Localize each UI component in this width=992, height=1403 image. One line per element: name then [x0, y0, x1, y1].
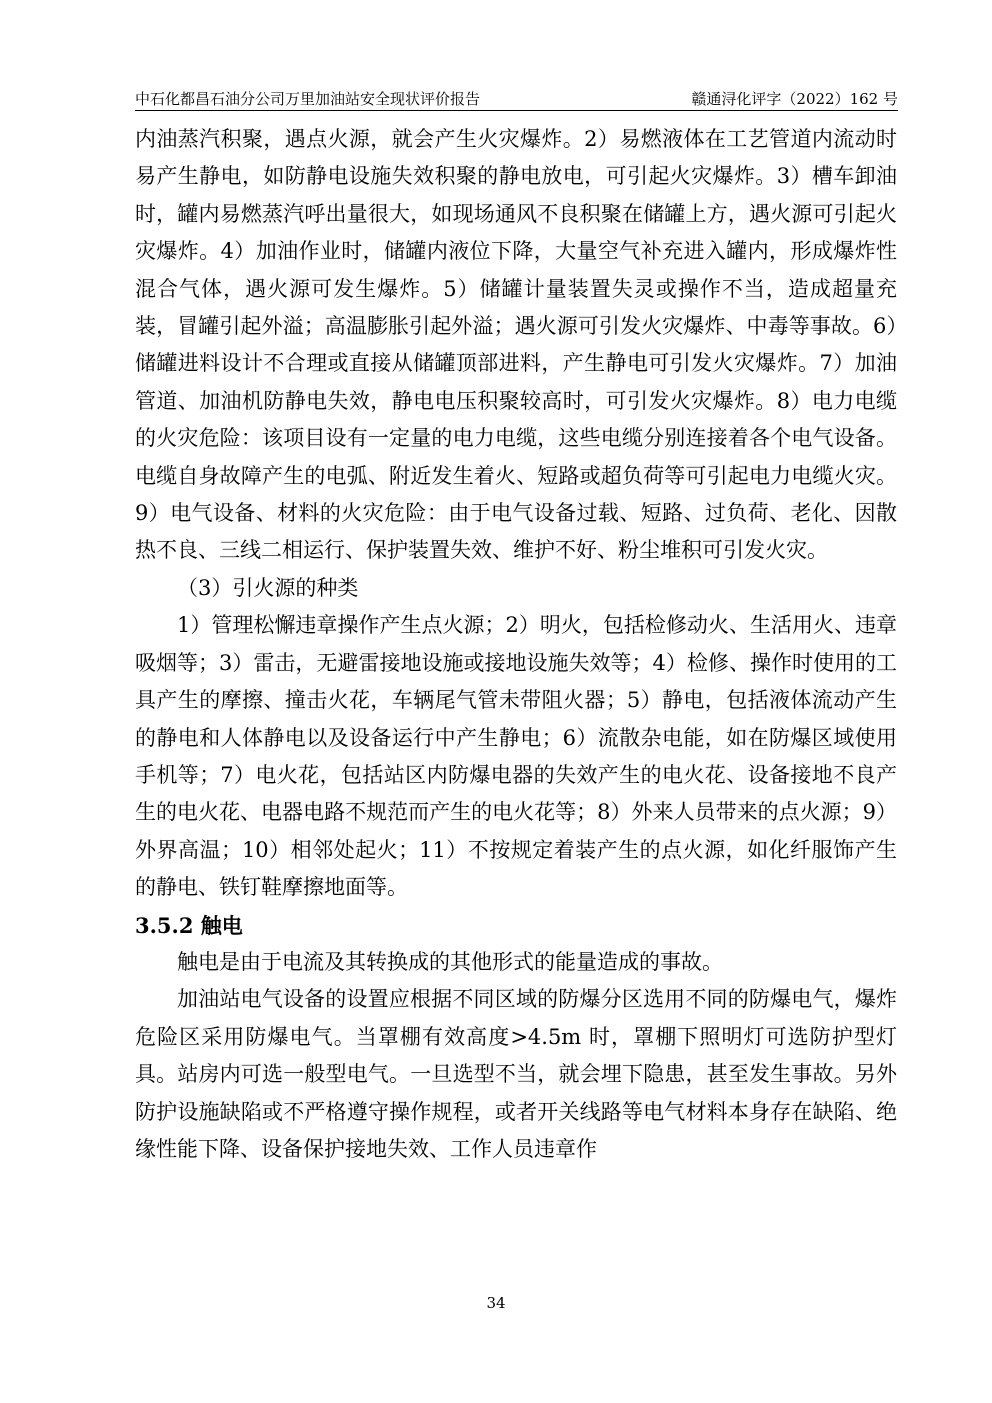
section-heading-electric-shock: 3.5.2 触电 — [135, 912, 243, 938]
document-body — [135, 121, 897, 1168]
subheading-ignition-sources: （3）引火源的种类 — [177, 575, 359, 600]
paragraph-electrical-equipment: 加油站电气设备的设置应根据不同区域的防爆分区选用不同的防爆电气，爆炸危险区采用防爆电气。当罩棚有效高度>4.5m 时，罩棚下照明灯可选防护型灯具。站房内可选一般型电气。一旦选型不当，就会埋下隐患，甚至发生事故。另外防护设施缺陷或不严格遵守操作规程，或者开关线路等电气材料本身存在缺陷、绝缘性能下降、设备保护接地失效、工作人员违章作 — [135, 987, 897, 1161]
header-report-title: 中石化都昌石油分公司万里加油站安全现状评价报告 — [135, 90, 481, 108]
page-header — [135, 82, 898, 111]
page-number: 34 — [486, 1294, 506, 1312]
paragraph-ignition-sources: 1）管理松懈违章操作产生点火源；2）明火，包括检修动火、生活用火、违章吸烟等；3）雷击，无避雷接地设施或接地设施失效等；4）检修、操作时使用的工具产生的摩擦、撞击火花，车辆尾气管未带阻火器；5）静电，包括液体流动产生的静电和人体静电以及设备运行中产生静电；6）流散杂电能，如在防爆区域使用手机等；7）电火花，包括站区内防爆电器的失效产生的电火花、设备接地不良产生的电火花、电器电路不规范而产生的电火花等；8）外来人员带来的点火源；9）外界高温；10）相邻处起火；11）不按规定着装产生的点火源，如化纤服饰产生的静电、铁钉鞋摩擦地面等。 — [135, 613, 897, 900]
header-document-number: 赣通浔化评字（2022）162 号 — [691, 90, 898, 108]
paragraph-fire-hazards: 内油蒸汽积聚，遇点火源，就会产生火灾爆炸。2）易燃液体在工艺管道内流动时易产生静电，如防静电设施失效积聚的静电放电，可引起火灾爆炸。3）槽车卸油时，罐内易燃蒸汽呼出量很大，如现场通风不良积聚在储罐上方，遇火源可引起火灾爆炸。4）加油作业时，储罐内液位下降，大量空气补充进入罐内，形成爆炸性混合气体，遇火源可发生爆炸。5）储罐计量装置失灵或操作不当，造成超量充装，冒罐引起外溢；高温膨胀引起外溢；遇火源可引发火灾爆炸、中毒等事故。6）储罐进料设计不合理或直接从储罐顶部进料，产生静电可引发火灾爆炸。7）加油管道、加油机防静电失效，静电电压积聚较高时，可引发火灾爆炸。8）电力电缆的火灾危险：该项目设有一定量的电力电缆，这些电缆分别连接着各个电气设备。电缆自身故障产生的电弧、附近发生着火、短路或超负荷等可引起电力电缆火灾。9）电气设备、材料的火灾危险：由于电气设备过载、短路、过负荷、老化、因散热不良、三线二相运行、保护装置失效、维护不好、粉尘堆积可引发火灾。 — [135, 127, 897, 563]
paragraph-shock-definition: 触电是由于电流及其转换成的其他形式的能量造成的事故。 — [177, 949, 723, 974]
